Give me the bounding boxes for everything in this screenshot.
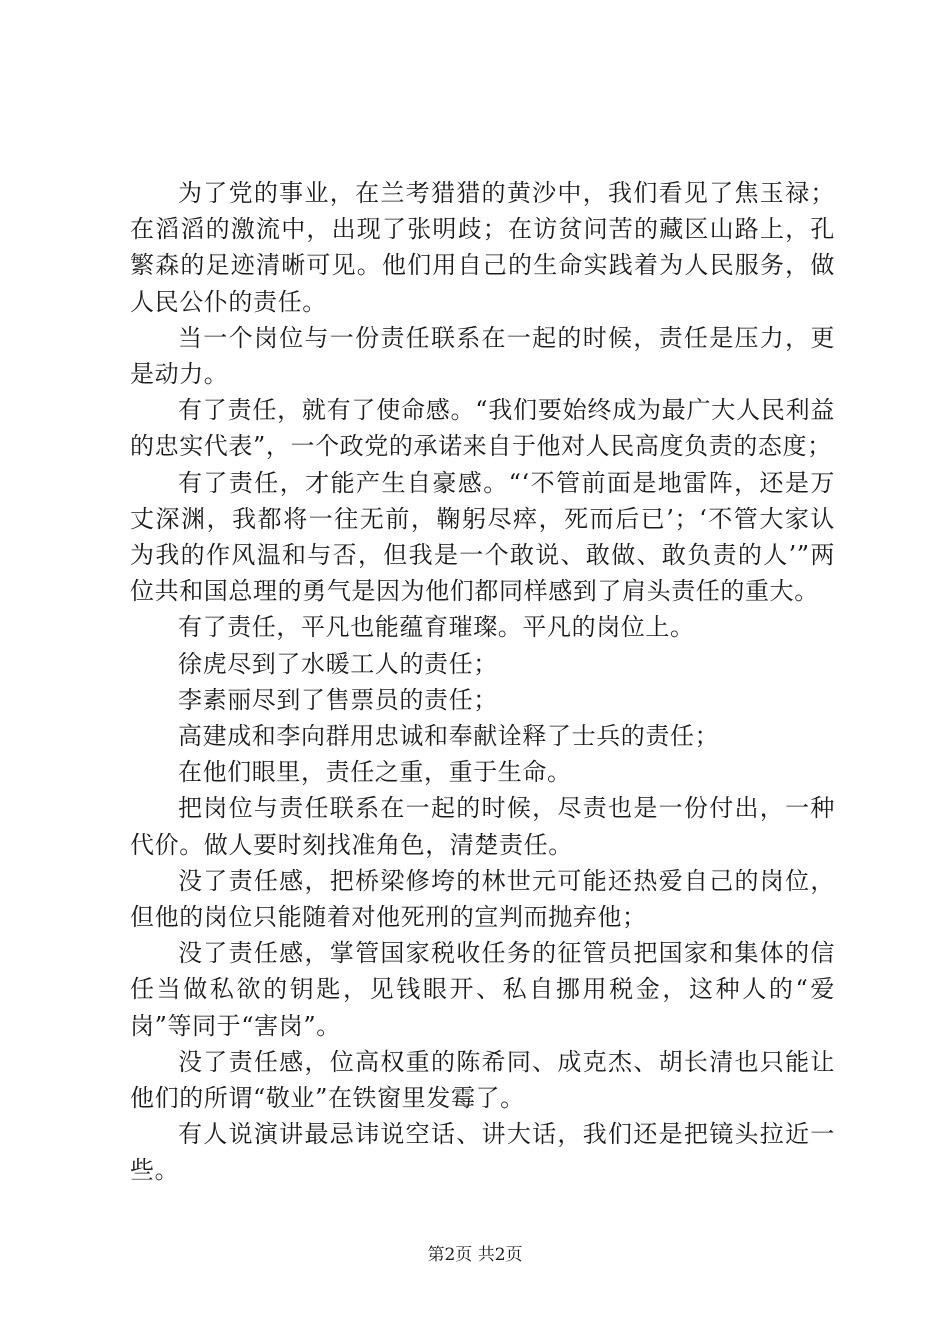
paragraph: 有人说演讲最忌讳说空话、讲大话，我们还是把镜头拉近一些。 [130,1120,835,1185]
paragraph: 有了责任，才能产生自豪感。“‘不管前面是地雷阵，还是万丈深渊，我都将一往无前，鞠躬尽瘁，死而后已’；‘不管大家认为我的作风温和与否，但我是一个敢说、敢做、敢负责的人’”两位共和国总理的勇气是因为他们都同样感到了肩头责任的重大。 [130,468,835,606]
paragraph: 没了责任感，掌管国家税收任务的征管员把国家和集体的信任当做私欲的钥匙，见钱眼开、私自挪用税金，这种人的“爱岗”等同于“害岗”。 [130,939,835,1040]
paragraph: 为了党的事业，在兰考猎猎的黄沙中，我们看见了焦玉禄；在滔滔的激流中，出现了张明歧；在访贫问苦的藏区山路上，孔繁森的足迹清晰可见。他们用自己的生命实践着为人民服务，做人民公仆的责任。 [130,179,835,316]
paragraph: 有了责任，就有了使命感。“我们要始终成为最广大人民利益的忠实代表”，一个政党的承诺来自于他对人民高度负责的态度； [130,396,835,461]
paragraph: 有了责任，平凡也能蕴育璀璨。平凡的岗位上。 [178,613,695,642]
paragraph: 把岗位与责任联系在一起的时候，尽责也是一份付出，一种代价。做人要时刻找准角色，清楚责任。 [130,794,835,859]
paragraph: 在他们眼里，责任之重，重于生命。 [178,758,572,787]
paragraph: 高建成和李向群用忠诚和奉献诠释了士兵的责任； [178,722,720,751]
paragraph: 没了责任感，位高权重的陈希同、成克杰、胡长清也只能让他们的所谓“敬业”在铁窗里发霉了。 [130,1047,835,1113]
paragraph: 当一个岗位与一份责任联系在一起的时候，责任是压力，更是动力。 [130,323,835,389]
paragraph: 李素丽尽到了售票员的责任； [178,685,498,714]
paragraph: 徐虎尽到了水暖工人的责任； [178,649,498,678]
page-number-footer: 第2页 共2页 [427,1245,523,1265]
paragraph: 没了责任感，把桥梁修垮的林世元可能还热爱自己的岗位，但他的岗位只能随着对他死刑的宣判而抛弃他； [130,866,835,932]
document-body [130,175,835,1189]
